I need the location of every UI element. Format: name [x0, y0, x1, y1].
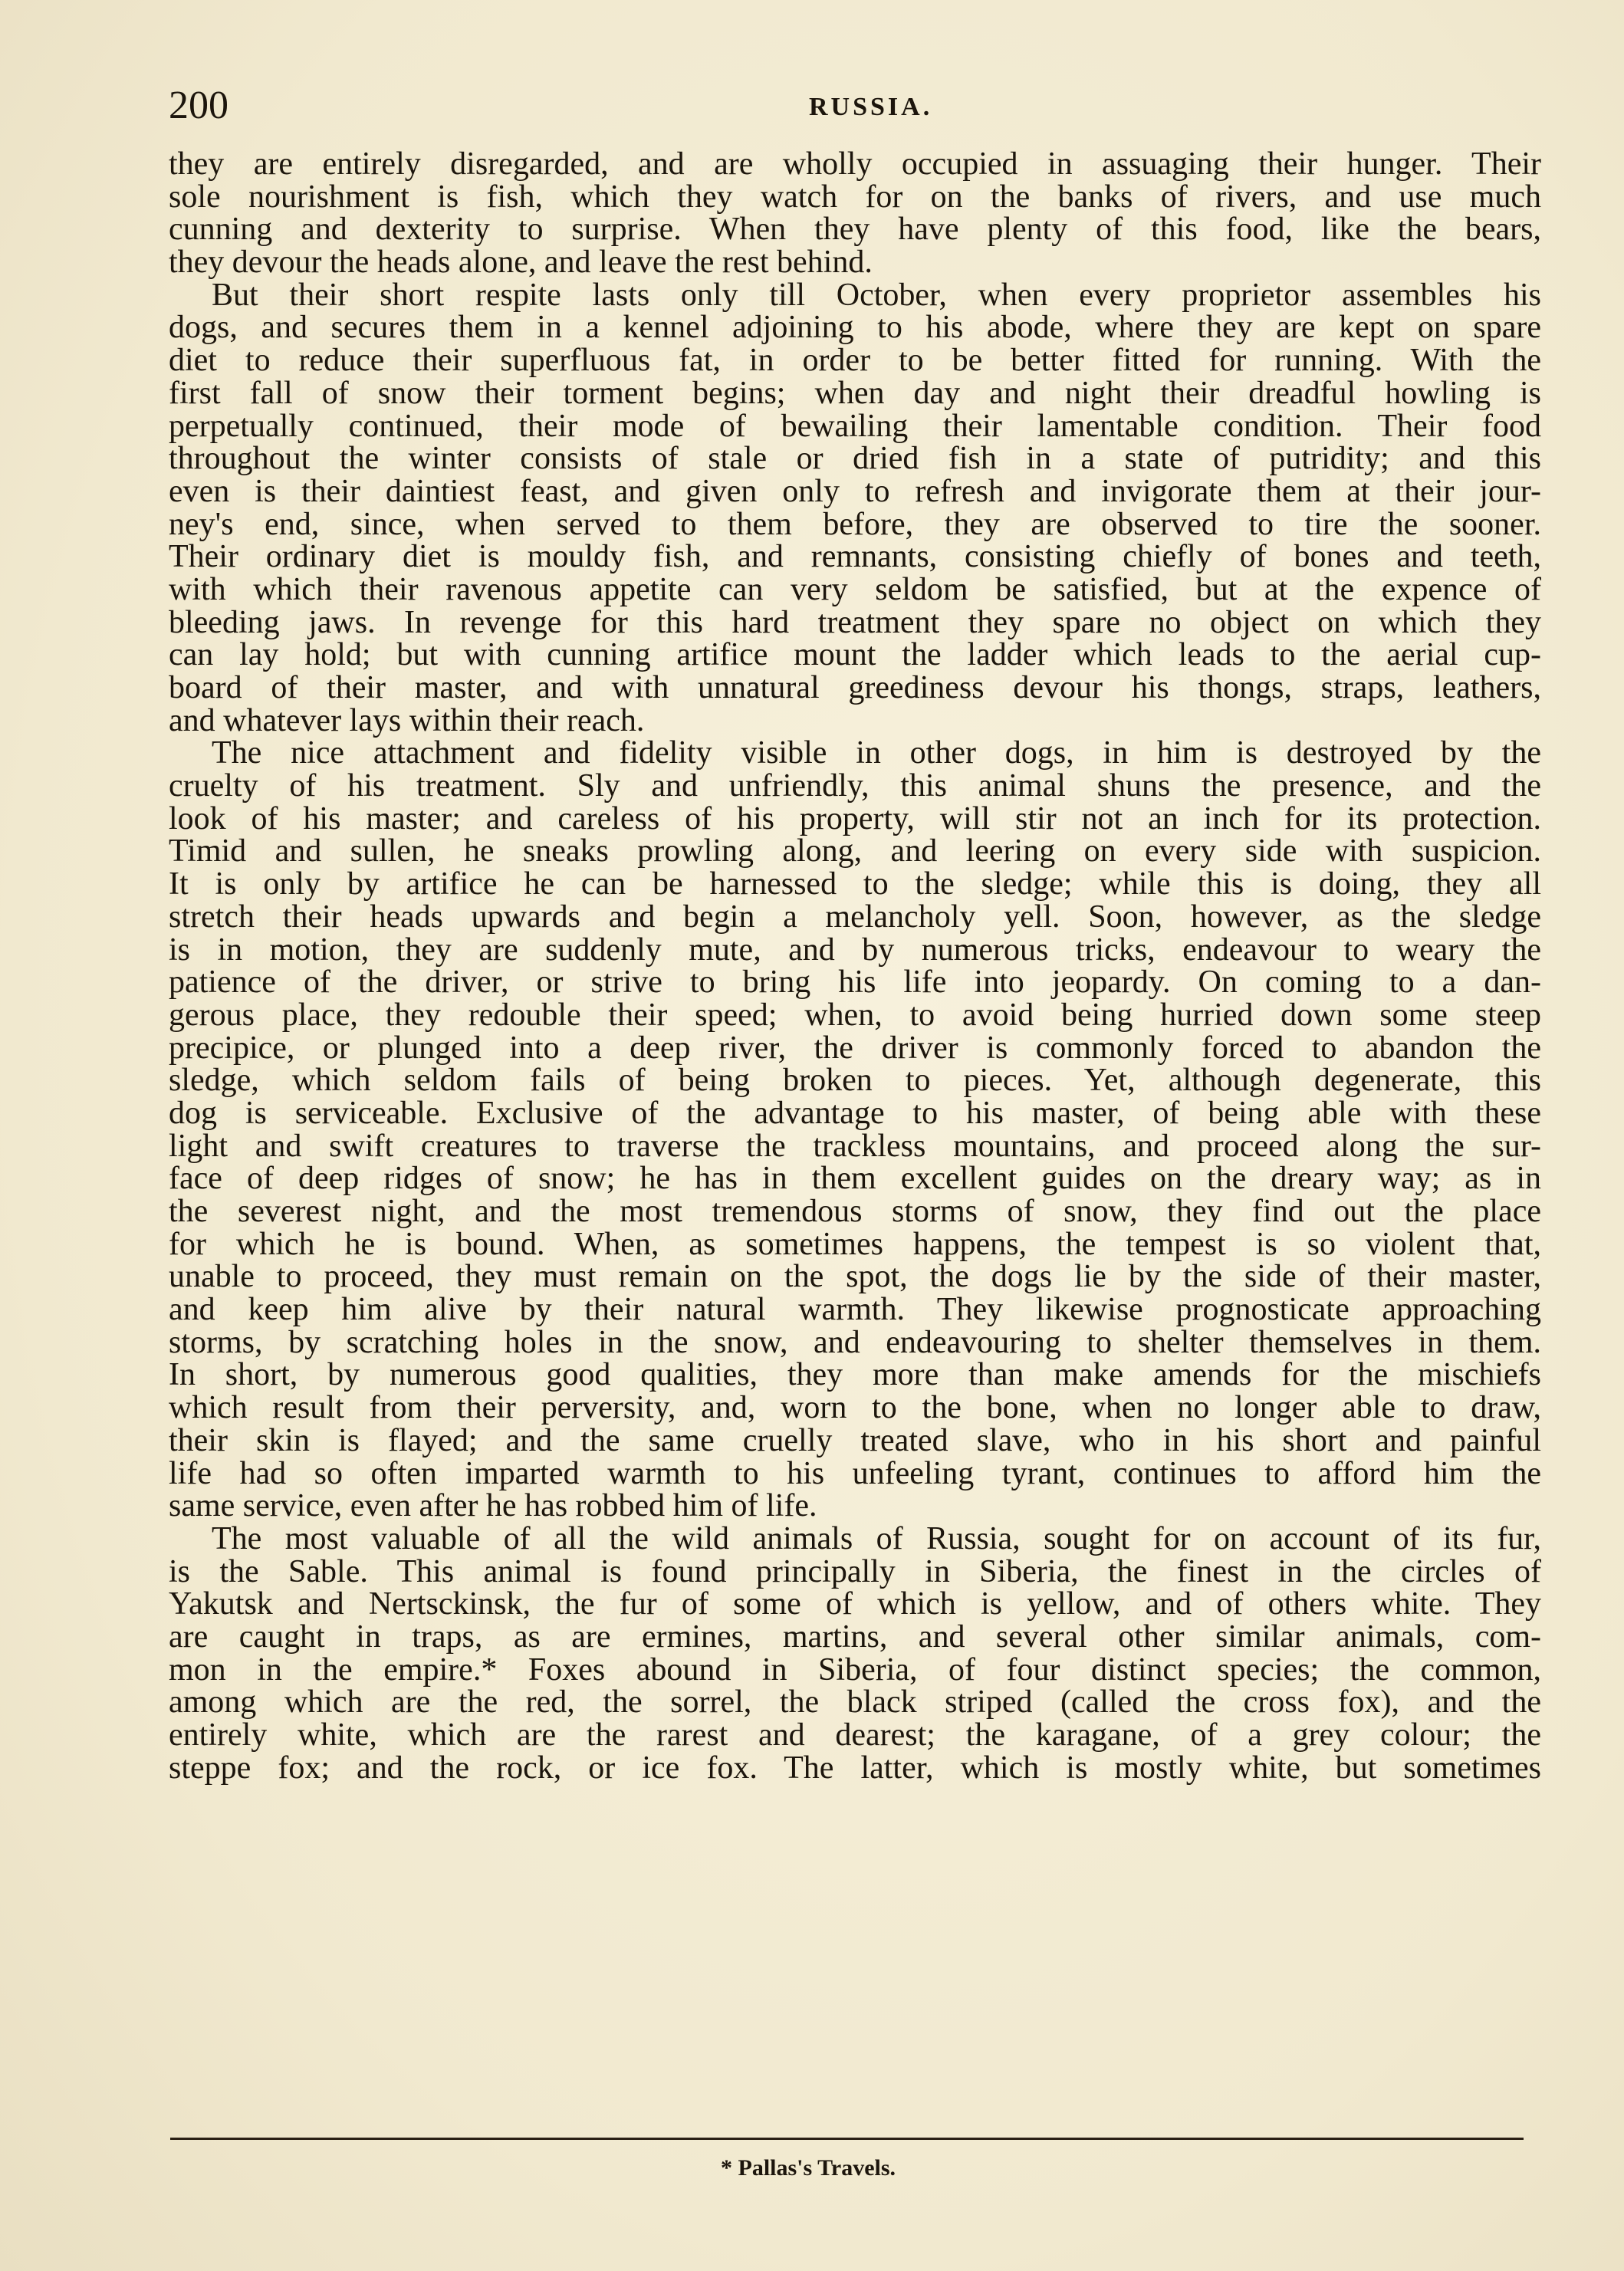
- text-line: same service, even after he has robbed him of life.: [169, 1488, 817, 1524]
- text-line: first fall of snow their torment begins; when day and night their dreadful howling is: [169, 375, 1541, 411]
- text-line: The nice attachment and fidelity visible in other dogs, in him is destroyed by the: [212, 735, 1541, 771]
- text-line: perpetually continued, their mode of bewailing their lamentable condition. Their food: [169, 408, 1541, 444]
- text-line: bleeding jaws. In revenge for this hard treatment they spare no object on which they: [169, 604, 1541, 640]
- text-line: dogs, and secures them in a kennel adjoining to his abode, where they are kept on spare: [169, 310, 1541, 346]
- text-line: sledge, which seldom fails of being broken to pieces. Yet, although degenerate, this: [169, 1063, 1541, 1099]
- text-line: they are entirely disregarded, and are wholly occupied in assuaging their hunger. Their: [169, 146, 1541, 182]
- text-line: life had so often imparted warmth to his unfeeling tyrant, continues to afford him the: [169, 1455, 1541, 1491]
- text-line: entirely white, which are the rarest and dearest; the karagane, of a grey colour; the: [169, 1717, 1541, 1753]
- text-line: unable to proceed, they must remain on the spot, the dogs lie by the side of their master,: [169, 1259, 1541, 1295]
- text-line: cruelty of his treatment. Sly and unfriendly, this animal shuns the presence, and the: [169, 768, 1541, 804]
- text-line: light and swift creatures to traverse the trackless mountains, and proceed along the sur-: [169, 1128, 1541, 1164]
- text-line: and keep him alive by their natural warmth. They likewise prognosticate approaching: [169, 1292, 1541, 1328]
- text-line: precipice, or plunged into a deep river, the driver is commonly forced to abandon the: [169, 1030, 1541, 1066]
- text-line: even is their daintiest feast, and given only to refresh and invigorate them at their jour-: [169, 473, 1541, 509]
- text-line: ney's end, since, when served to them before, they are observed to tire the sooner.: [169, 506, 1541, 542]
- body-text: [169, 148, 1541, 1784]
- text-line: stretch their heads upwards and begin a melancholy yell. Soon, however, as the sledge: [169, 899, 1541, 935]
- footnote-rule: [170, 2138, 1524, 2140]
- text-line: look of his master; and careless of his property, will stir not an inch for its protection.: [169, 800, 1541, 836]
- text-line: In short, by numerous good qualities, they more than make amends for the mischiefs: [169, 1357, 1541, 1393]
- text-line: diet to reduce their superfluous fat, in order to be better fitted for running. With the: [169, 343, 1541, 379]
- running-head: [169, 83, 1518, 136]
- text-line: dog is serviceable. Exclusive of the advantage to his master, of being able with these: [169, 1095, 1541, 1131]
- text-line: board of their master, and with unnatural greediness devour his thongs, straps, leathers,: [169, 670, 1541, 705]
- text-line: patience of the driver, or strive to bring his life into jeopardy. On coming to a dan-: [169, 965, 1541, 1001]
- text-line: Their ordinary diet is mouldy fish, and remnants, consisting chiefly of bones and teeth,: [169, 539, 1541, 575]
- text-line: their skin is flayed; and the same cruelly treated slave, who in his short and painful: [169, 1422, 1541, 1458]
- footnote: * Pallas's Travels.: [721, 2155, 896, 2181]
- text-line: mon in the empire.* Foxes abound in Siberia, of four distinct species; the common,: [169, 1651, 1541, 1688]
- text-line: storms, by scratching holes in the snow, and endeavouring to shelter themselves in them.: [169, 1324, 1541, 1360]
- text-line: which result from their perversity, and, worn to the bone, when no longer able to draw,: [169, 1390, 1541, 1426]
- text-line: they devour the heads alone, and leave the rest behind.: [169, 245, 873, 281]
- text-line: and whatever lays within their reach.: [169, 702, 645, 738]
- text-line: cunning and dexterity to surprise. When they have plenty of this food, like the bears,: [169, 212, 1541, 248]
- running-title: RUSSIA.: [809, 93, 933, 121]
- text-line: sole nourishment is fish, which they watch for on the banks of rivers, and use much: [169, 179, 1541, 215]
- text-line: steppe fox; and the rock, or ice fox. The latter, which is mostly white, but sometimes: [169, 1750, 1541, 1786]
- text-line: Timid and sullen, he sneaks prowling along, and leering on every side with suspicion.: [169, 833, 1541, 869]
- text-line: It is only by artifice he can be harnessed to the sledge; while this is doing, they all: [169, 866, 1541, 902]
- text-line: the severest night, and the most tremendous storms of snow, they find out the place: [169, 1194, 1541, 1229]
- text-line: The most valuable of all the wild animals of Russia, sought for on account of its fur,: [212, 1520, 1541, 1556]
- text-line: for which he is bound. When, as sometimes happens, the tempest is so violent that,: [169, 1226, 1541, 1262]
- text-line: are caught in traps, as are ermines, martins, and several other similar animals, com-: [169, 1619, 1541, 1655]
- text-line: gerous place, they redouble their speed; when, to avoid being hurried down some steep: [169, 997, 1541, 1033]
- page-number: 200: [169, 84, 228, 127]
- text-line: But their short respite lasts only till October, when every proprietor assembles his: [212, 277, 1541, 313]
- text-line: face of deep ridges of snow; he has in them excellent guides on the dreary way; as in: [169, 1161, 1541, 1197]
- text-line: is in motion, they are suddenly mute, and by numerous tricks, endeavour to weary the: [169, 932, 1541, 968]
- text-line: among which are the red, the sorrel, the black striped (called the cross fox), and the: [169, 1684, 1541, 1721]
- text-line: can lay hold; but with cunning artifice mount the ladder which leads to the aerial cup-: [169, 637, 1541, 673]
- text-line: is the Sable. This animal is found principally in Siberia, the finest in the circles of: [169, 1553, 1541, 1589]
- text-line: with which their ravenous appetite can very seldom be satisfied, but at the expence of: [169, 571, 1541, 607]
- text-line: throughout the winter consists of stale or dried fish in a state of putridity; and this: [169, 441, 1541, 477]
- text-line: Yakutsk and Nertsckinsk, the fur of some of which is yellow, and of others white. They: [169, 1586, 1541, 1622]
